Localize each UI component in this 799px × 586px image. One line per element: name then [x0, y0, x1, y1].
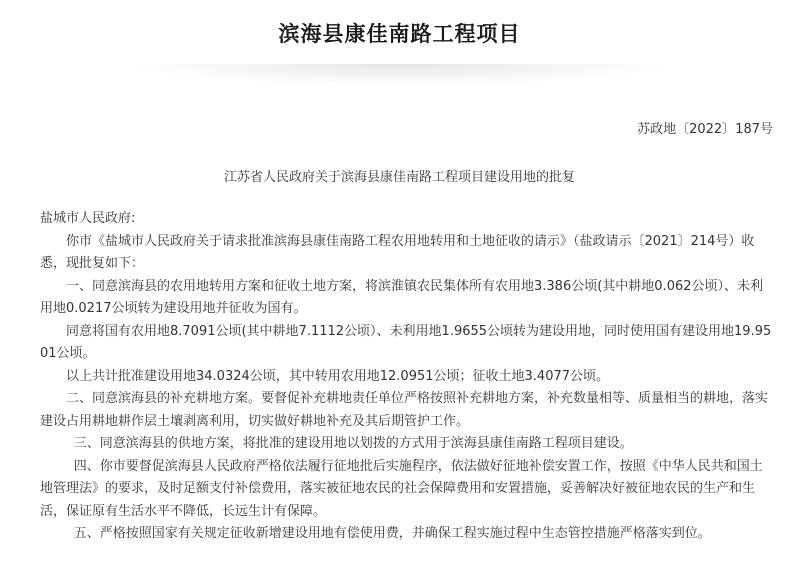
- paragraph-item-1: 一、同意滨海县的农用地转用方案和征收土地方案，将滨淮镇农民集体所有农用地3.386公顷(其中耕地0.062公顷）、未利用地0.0217公顷转为建设用地并征收为国有。: [40, 278, 764, 316]
- paragraph-item-4: 四、你市要督促滨海县人民政府严格依法履行征地批后实施程序，依法做好征地补偿安置工作，按照《中华人民共和国土地管理法》的要求，及时足额支付补偿费用，落实被征地农民的社会保障费用和安置措施，妥善解决好被征地农民的生产和生活，保证原有生活水平不降低，长远生计有保障。: [40, 458, 763, 519]
- document-number: 苏政地〔2022〕187号: [637, 122, 773, 137]
- paragraph-item-3: 三、同意滨海县的供地方案，将批准的建设用地以划拨的方式用于滨海县康佳南路工程项目建设。: [73, 436, 633, 451]
- paragraph-item-5: 五、严格按照国家有关规定征收新增建设用地有偿使用费，并确保工程实施过程中生态管控措施严格落实到位。: [73, 526, 711, 541]
- page-title: 滨海县康佳南路工程项目: [278, 22, 521, 46]
- salutation: 盐城市人民政府:: [40, 211, 136, 226]
- document-subtitle: 江苏省人民政府关于滨海县康佳南路工程项目建设用地的批复: [223, 170, 575, 185]
- paragraph-total: 以上共计批准建设用地34.0324公顷，其中转用农用地12.0951公顷；征收土地3.4077公顷。: [66, 368, 610, 384]
- document-body: [40, 208, 775, 546]
- title-divider-shadow: [120, 64, 680, 86]
- paragraph-item-1-cont: 同意将国有农用地8.7091公顷(其中耕地7.1112公顷）、未利用地1.9655公顷转为建设用地，同时使用国有建设用地19.9501公顷。: [40, 323, 772, 361]
- paragraph-item-2: 二、同意滨海县的补充耕地方案。要督促补充耕地责任单位严格按照补充耕地方案，补充数量相等、质量相当的耕地，落实建设占用耕地耕作层土壤剥离利用，切实做好耕地补充及其后期管护工作。: [40, 391, 769, 429]
- paragraph-intro: 你市《盐城市人民政府关于请求批准滨海县康佳南路工程农用地转用和土地征收的请示》（盐政请示〔2021〕214号）收悉，现批复如下：: [40, 233, 755, 271]
